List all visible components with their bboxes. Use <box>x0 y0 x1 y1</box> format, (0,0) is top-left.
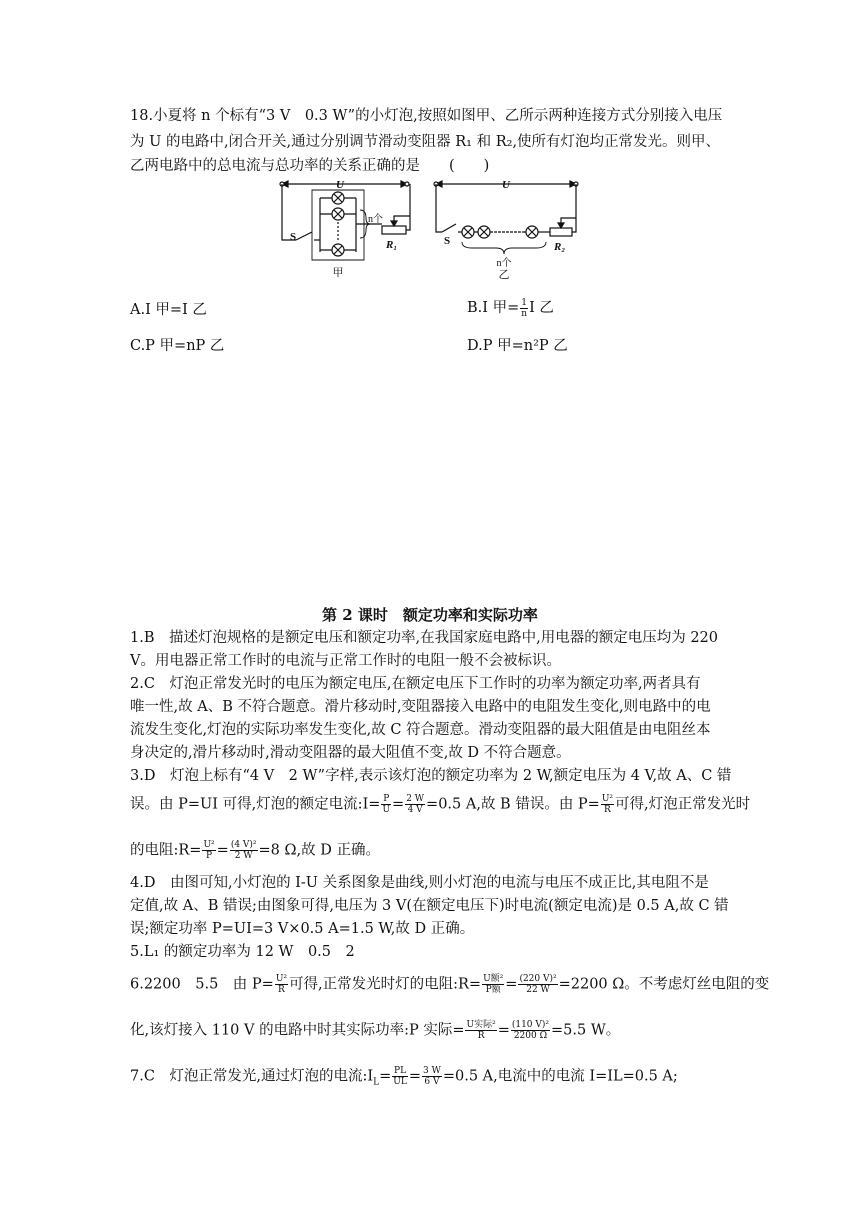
rheostat-b <box>550 228 572 236</box>
section-title: 第 2 课时 额定功率和实际功率 <box>322 606 538 624</box>
option-c: C.P 甲=nP 乙 <box>130 338 225 354</box>
wire-a-right <box>406 184 410 230</box>
wire-b-right <box>572 184 576 232</box>
answer-2-line-1: 2.C 灯泡正常发光时的电压为额定电压,在额定电压下工作时的功率为额定功率,两者具有 <box>130 676 701 692</box>
a6-l2-frac2-den: 2200 Ω <box>513 1031 548 1041</box>
q18-line-2: 为 U 的电路中,闭合开关,通过分别调节滑动变阻器 R₁ 和 R₂,使所有灯泡均正常发光。则甲、 <box>130 134 721 150</box>
terminal-a-right <box>405 182 409 186</box>
a7-frac2-den: 6 V <box>424 1077 440 1087</box>
a6-l1-frac3-den: 22 W <box>526 985 550 995</box>
a6-l2-text-c: =5.5 W。 <box>551 1022 621 1039</box>
s-label-a: S <box>290 231 297 243</box>
a3-l2-frac2-num: 2 W <box>406 794 425 804</box>
a7-text-d: =0.5 A,电流中的电流 I=IL=0.5 A; <box>442 1068 678 1085</box>
a3-l3-text-a: 的电阻:R= <box>130 842 202 859</box>
answer-7 <box>130 1066 678 1092</box>
a3-l3-frac2-den: 2 W <box>234 851 253 861</box>
slider-a-tip <box>391 221 397 226</box>
brace-b <box>462 242 546 254</box>
a6-l1-text-d: =2200 Ω。不考虑灯丝电阻的变 <box>558 976 770 993</box>
a6-l2-frac1-den: R <box>477 1031 485 1041</box>
a6-l2-frac2-num: (110 V)² <box>511 1020 550 1030</box>
a6-l1-frac3-num: (220 V)² <box>519 974 557 984</box>
answer-2-line-4: 身决定的,滑片移动时,滑动变阻器的最大阻值不变,故 D 不符合题意。 <box>130 745 571 761</box>
answer-3-line-1: 3.D 灯泡上标有“4 V 2 W”字样,表示该灯泡的额定功率为 2 W,额定电压为 4 V,故 A、C 错 <box>130 768 732 784</box>
a7-text-b: = <box>379 1068 392 1085</box>
a7-frac1-num: PL <box>394 1066 407 1076</box>
option-a: A.I 甲=I 乙 <box>130 302 207 318</box>
a3-l3-frac1-num: U² <box>203 840 215 850</box>
rheostat-a <box>382 226 406 234</box>
answer-6-line-1 <box>130 974 769 995</box>
answer-3-line-3 <box>130 840 380 861</box>
a6-l1-text-a: 6.2200 5.5 由 P= <box>130 976 274 993</box>
answer-3-line-2 <box>130 794 750 815</box>
answer-6-line-2 <box>130 1020 620 1041</box>
r-label-b: R₂ <box>554 241 566 253</box>
a3-l3-text-b: = <box>216 842 229 859</box>
n-label-b: n个 <box>496 258 512 269</box>
a3-l2-frac1-den: U <box>382 805 391 815</box>
a3-l2-frac2-den: 4 V <box>407 805 423 815</box>
a3-l2-text-d: 可得,灯泡正常发光时 <box>615 796 751 813</box>
a7-text-a: 7.C 灯泡正常发光,通过灯泡的电流:I <box>130 1068 374 1085</box>
u-label-b: U <box>502 179 510 191</box>
a3-l3-frac1-den: P <box>206 851 213 861</box>
switch-b <box>442 224 456 232</box>
a6-l2-text-a: 化,该灯接入 110 V 的电路中时其实际功率:P 实际= <box>130 1022 465 1039</box>
a6-l1-frac2-den: P额 <box>485 985 501 995</box>
q18-line-3: 乙两电路中的总电流与总功率的关系正确的是 ( ) <box>130 158 490 174</box>
a3-l3-text-c: =8 Ω,故 D 正确。 <box>258 842 380 859</box>
q18-line-1: 18.小夏将 n 个标有“3 V 0.3 W”的小灯泡,按照如图甲、乙所示两种连接方式分别接入电压 <box>130 108 723 124</box>
a3-l2-text-b: = <box>392 796 405 813</box>
answer-4-line-3: 误;额定功率 P=UI=3 V×0.5 A=1.5 W,故 D 正确。 <box>130 921 475 937</box>
a3-l2-text-c: =0.5 A,故 B 错误。由 P= <box>426 796 600 813</box>
option-b-pre: B.I 甲= <box>467 300 520 316</box>
s-label-b: S <box>444 235 451 247</box>
option-d: D.P 甲=n²P 乙 <box>467 338 568 354</box>
a6-l1-text-b: 可得,正常发光时灯的电阻:R= <box>289 976 482 993</box>
a7-frac2-num: 3 W <box>423 1066 441 1076</box>
answer-2-line-3: 流发生变化,灯泡的实际功率发生变化,故 C 符合题意。滑动变阻器的最大阻值是由电阻丝本 <box>130 722 711 738</box>
option-b-post: I 乙 <box>529 300 554 316</box>
answer-2-line-2: 唯一性,故 A、B 不符合题意。滑片移动时,变阻器接入电路中的电阻发生变化,则电路中的电 <box>130 699 711 715</box>
a6-l1-frac2-num: U额² <box>483 974 504 984</box>
slider-b-tip <box>558 223 564 228</box>
n-label-a: n个 <box>368 214 383 225</box>
answer-4-line-1: 4.D 由图可知,小灯泡的 I-U 关系图象是曲线,则小灯泡的电流与电压不成正比,其电阻不是 <box>130 875 709 891</box>
a3-l2-frac3-num: U² <box>601 794 614 804</box>
answer-1-line-1: 1.B 描述灯泡规格的是额定电压和额定功率,在我国家庭电路中,用电器的额定电压均为 220 <box>130 630 718 646</box>
a3-l2-frac1-num: P <box>383 794 390 804</box>
option-b-num: 1 <box>521 297 528 308</box>
a6-l1-frac1-den: R <box>278 985 285 995</box>
answer-5: 5.L₁ 的额定功率为 12 W 0.5 2 <box>130 944 355 960</box>
a7-sub: L <box>373 1077 380 1088</box>
u-label-a: U <box>336 179 344 191</box>
a3-l2-frac3-den: R <box>604 805 611 815</box>
a7-text-c: = <box>408 1068 422 1085</box>
circuit-diagrams <box>270 172 590 284</box>
wire-b-left <box>436 184 442 232</box>
a3-l2-text-a: 误。由 P=UI 可得,灯泡的额定电流:I= <box>130 796 381 813</box>
a3-l3-frac2-num: (4 V)² <box>230 840 257 850</box>
a6-l2-text-b: = <box>497 1022 510 1039</box>
caption-a: 甲 <box>332 267 344 279</box>
r-label-a: R₁ <box>386 239 398 251</box>
option-b-den: n <box>521 308 528 319</box>
a7-frac1-den: UL <box>393 1077 407 1087</box>
option-b <box>467 296 554 319</box>
answer-4-line-2: 定值,故 A、B 错误;由图象可得,电压为 3 V(在额定电压下)时电流(额定电流)是 0.5 A,故 C 错 <box>130 898 729 914</box>
a6-l1-frac1-num: U² <box>275 974 288 984</box>
a6-l1-text-c: = <box>505 976 518 993</box>
a6-l2-frac1-num: U实际² <box>466 1020 496 1030</box>
switch-a <box>296 232 312 240</box>
caption-b: 乙 <box>498 269 510 281</box>
answer-1-line-2: V。用电器正常工作时的电流与正常工作时的电阻一般不会被标识。 <box>130 653 561 669</box>
